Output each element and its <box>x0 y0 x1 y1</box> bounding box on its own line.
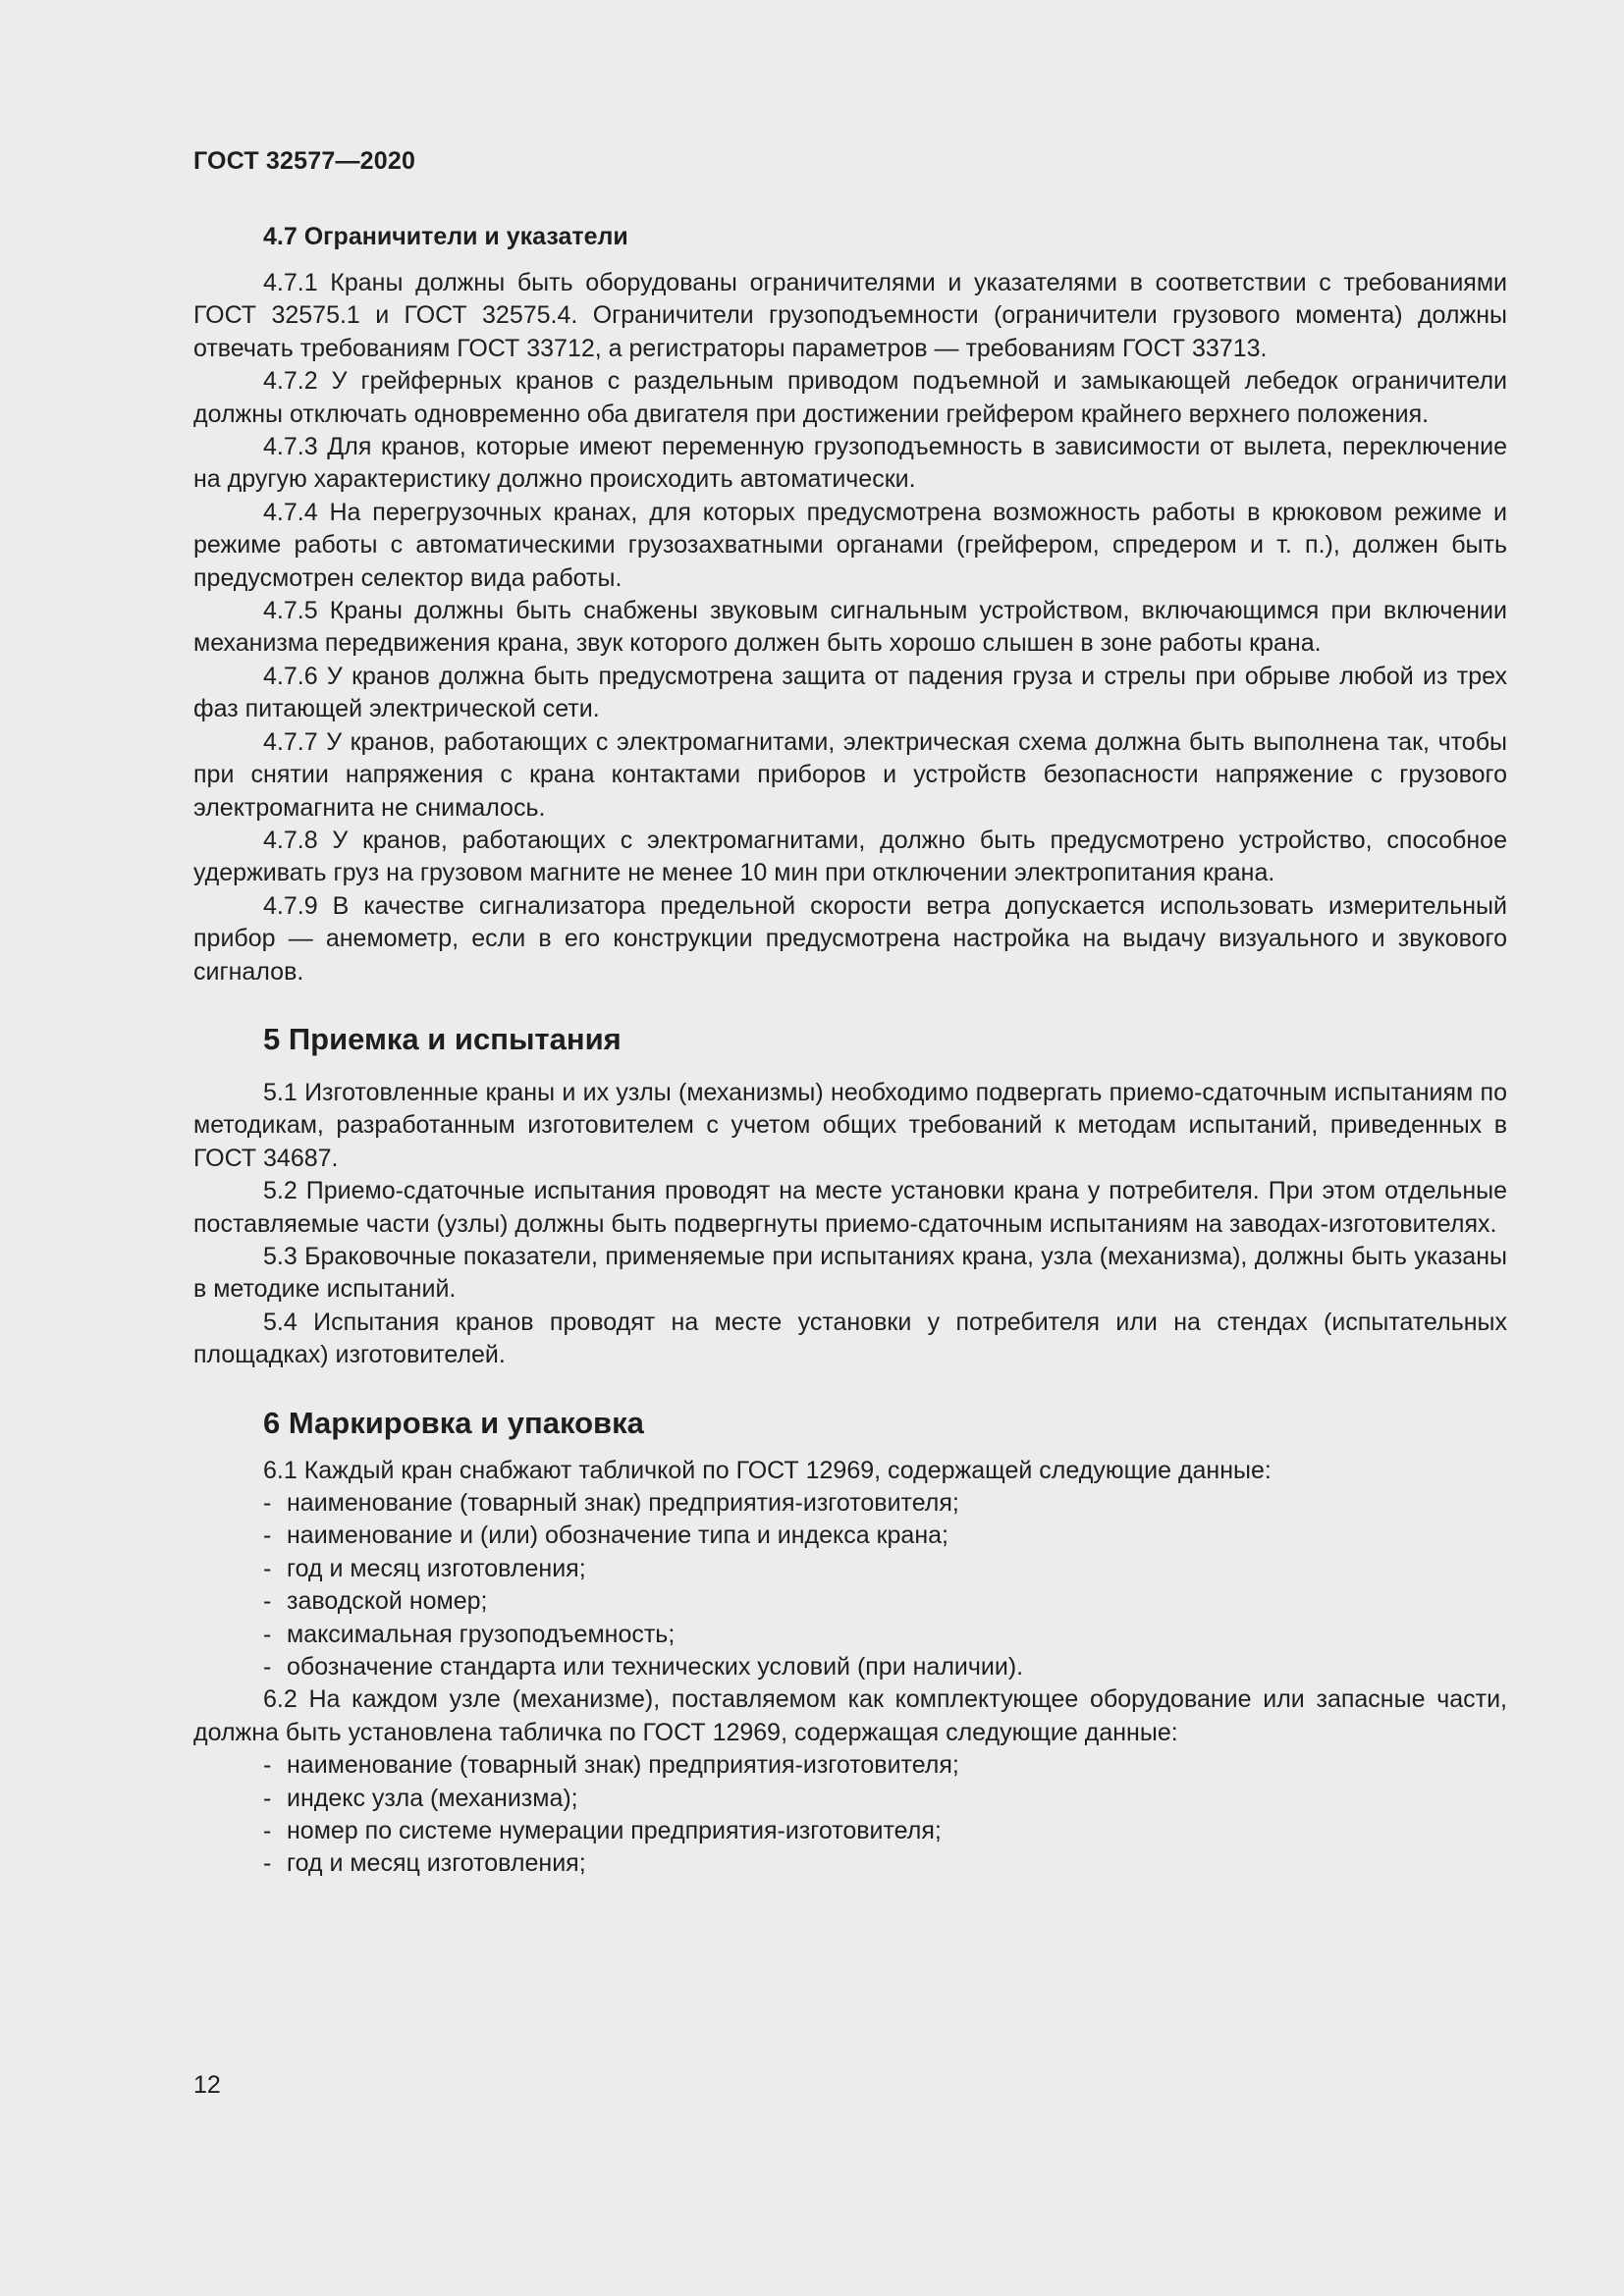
paragraph-4-7-3: 4.7.3 Для кранов, которые имеют переменную грузоподъемность в зависимости от вылета, переключение на другую характеристику должно происходить автоматически. <box>193 433 1507 494</box>
list-item <box>193 1847 1507 1880</box>
list-marker: - <box>263 1522 272 1550</box>
list-marker: - <box>263 1653 272 1682</box>
list-item-text: год и месяц изготовления; <box>287 1849 586 1878</box>
list-item-text: номер по системе нумерации предприятия-изготовителя; <box>287 1817 942 1845</box>
list-item <box>193 1783 1507 1815</box>
list-item-text: наименование (товарный знак) предприятия-изготовителя; <box>287 1751 959 1780</box>
list-marker: - <box>263 1489 272 1517</box>
list-marker: - <box>263 1587 272 1616</box>
list-item <box>193 1619 1507 1651</box>
paragraph-5-3: 5.3 Браковочные показатели, применяемые при испытаниях крана, узла (механизма), должны быть указаны в методике испытаний. <box>193 1242 1507 1304</box>
paragraph-4-7-9: 4.7.9 В качестве сигнализатора предельной скорости ветра допускается использовать измерительный прибор — анемометр, если в его конструкции предусмотрена настройка на выдачу визуального и звукового сигналов. <box>193 891 1507 986</box>
paragraph-4-7-2: 4.7.2 У грейферных кранов с раздельным приводом подъемной и замыкающей лебедок ограничители должны отключать одновременно оба двигателя при достижении грейфером крайнего верхнего положения. <box>193 367 1507 428</box>
subsection-heading-4-7: 4.7 Ограничители и указатели <box>263 223 628 250</box>
page-content <box>193 221 1507 1881</box>
paragraph-5-1: 5.1 Изготовленные краны и их узлы (механизмы) необходимо подвергать приемо-сдаточным испытаниям по методикам, разработанным изготовителем с учетом общих требований к методам испытаний, приведенных в ГОСТ 34687. <box>193 1078 1507 1172</box>
list-item <box>193 1749 1507 1782</box>
paragraph-4-7-7: 4.7.7 У кранов, работающих с электромагнитами, электрическая схема должна быть выполнена так, чтобы при снятии напряжения с крана контактами приборов и устройств безопасности напряжение с грузового электромагнита не снималось. <box>193 727 1507 822</box>
list-marker: - <box>263 1751 272 1780</box>
paragraph-4-7-1: 4.7.1 Краны должны быть оборудованы ограничителями и указателями в соответствии с требованиями ГОСТ 32575.1 и ГОСТ 32575.4. Ограничители грузоподъемности (ограничители грузового момента) должны отвечать требованиям ГОСТ 33712, а регистраторы параметров — требованиям ГОСТ 33713. <box>193 269 1507 362</box>
list-marker: - <box>263 1784 272 1812</box>
paragraph-4-7-8: 4.7.8 У кранов, работающих с электромагнитами, должно быть предусмотрено устройство, способное удерживать груз на грузовом магните не менее 10 мин при отключении электропитания крана. <box>193 826 1507 887</box>
list-item <box>193 1553 1507 1585</box>
list-item <box>193 1520 1507 1552</box>
list-item-text: год и месяц изготовления; <box>287 1554 586 1582</box>
list-marker: - <box>263 1817 272 1845</box>
paragraph-5-2: 5.2 Приемо-сдаточные испытания проводят на месте установки крана у потребителя. При этом отдельные поставляемые части (узлы) должны быть подвергнуты приемо-сдаточным испытаниям на заводах-изготовителях. <box>193 1177 1507 1238</box>
list-item-text: максимальная грузоподъемность; <box>287 1620 676 1648</box>
paragraph-6-2: 6.2 На каждом узле (механизме), поставляемом как комплектующее оборудование или запасные части, должна быть установлена табличка по ГОСТ 12969, содержащая следующие данные: <box>193 1685 1507 1746</box>
page-number: 12 <box>193 2071 221 2099</box>
document-header: ГОСТ 32577—2020 <box>193 147 416 175</box>
paragraph-6-1: 6.1 Каждый кран снабжают табличкой по ГОСТ 12969, содержащей следующие данные: <box>263 1456 1272 1484</box>
section-heading-6: 6 Маркировка и упаковка <box>263 1405 644 1440</box>
list-item-text: индекс узла (механизма); <box>287 1784 578 1812</box>
list-item-text: обозначение стандарта или технических условий (при наличии). <box>287 1653 1024 1682</box>
paragraph-4-7-6: 4.7.6 У кранов должна быть предусмотрена защита от падения груза и стрелы при обрыве любой из трех фаз питающей электрической сети. <box>193 662 1507 723</box>
list-item-text: наименование и (или) обозначение типа и индекса крана; <box>287 1522 948 1550</box>
list-item-text: заводской номер; <box>287 1587 488 1616</box>
list-marker: - <box>263 1849 272 1878</box>
section-heading-5: 5 Приемка и испытания <box>263 1021 622 1056</box>
list-marker: - <box>263 1554 272 1582</box>
paragraph-4-7-4: 4.7.4 На перегрузочных кранах, для которых предусмотрена возможность работы в крюковом режиме и режиме работы с автоматическими грузозахватными органами (грейфером, спредером и т. п.), должен быть предусмотрен селектор вида работы. <box>193 498 1507 592</box>
list-item <box>193 1815 1507 1847</box>
list-item-text: наименование (товарный знак) предприятия-изготовителя; <box>287 1489 959 1517</box>
list-item <box>193 1487 1507 1520</box>
list-item <box>193 1585 1507 1618</box>
list-marker: - <box>263 1620 272 1648</box>
paragraph-4-7-5: 4.7.5 Краны должны быть снабжены звуковым сигнальным устройством, включающимся при включении механизма передвижения крана, звук которого должен быть хорошо слышен в зоне работы крана. <box>193 597 1507 658</box>
list-item <box>193 1651 1507 1683</box>
paragraph-5-4: 5.4 Испытания кранов проводят на месте установки у потребителя или на стендах (испытательных площадках) изготовителей. <box>193 1308 1507 1369</box>
